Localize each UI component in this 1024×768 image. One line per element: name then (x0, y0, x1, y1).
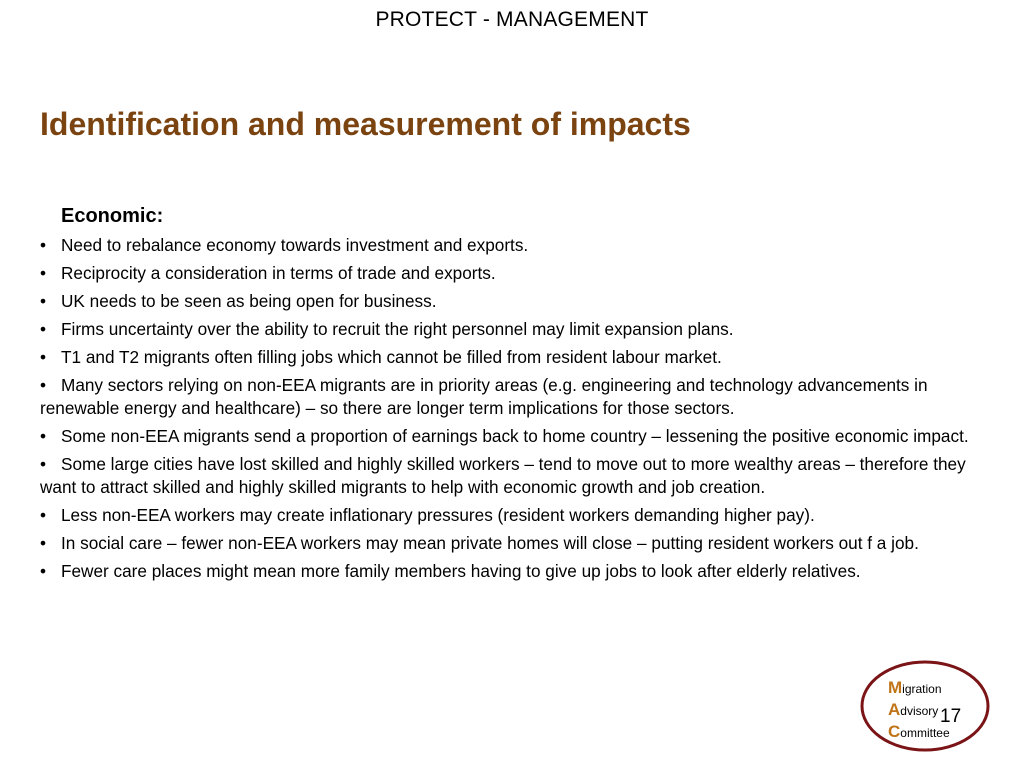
bullet-marker: • (40, 235, 47, 255)
bullet-item (40, 374, 990, 420)
bullet-text: Reciprocity a consideration in terms of trade and exports. (61, 263, 496, 283)
section-heading: Economic: (61, 205, 164, 227)
bullet-marker: • (40, 319, 47, 339)
bullet-item (40, 453, 990, 499)
bullet-marker: • (40, 561, 47, 581)
bullet-item (40, 425, 990, 448)
slide-title: Identification and measurement of impacts (40, 106, 691, 142)
logo-line-migration: Migration (888, 678, 942, 697)
bullet-item (40, 560, 990, 583)
bullet-marker: • (40, 454, 47, 474)
bullet-text: Less non-EEA workers may create inflationary pressures (resident workers demanding higher pay). (61, 505, 815, 525)
logo-line-advisory: Advisory (888, 700, 939, 719)
slide-content (40, 205, 990, 588)
mac-logo (858, 658, 992, 754)
bullet-text: T1 and T2 migrants often filling jobs which cannot be filled from resident labour market. (61, 347, 722, 367)
bullet-text: Firms uncertainty over the ability to recruit the right personnel may limit expansion plans. (61, 319, 734, 339)
logo-line-committee: Committee (888, 722, 950, 741)
bullet-item (40, 262, 990, 285)
bullet-item (40, 290, 990, 313)
bullet-marker: • (40, 263, 47, 283)
classification-header: PROTECT - MANAGEMENT (375, 8, 649, 31)
bullet-item (40, 234, 990, 257)
bullet-text: Need to rebalance economy towards investment and exports. (61, 235, 529, 255)
page-number: 17 (940, 706, 962, 727)
bullet-item (40, 532, 990, 555)
bullet-text: UK needs to be seen as being open for business. (61, 291, 437, 311)
bullet-marker: • (40, 505, 47, 525)
bullet-text: Some large cities have lost skilled and highly skilled workers – tend to move out to more wealthy areas – therefore they want to attract skilled and highly skilled migrants to help with economic growth and job creation. (40, 454, 966, 497)
bullet-item (40, 504, 990, 527)
bullet-marker: • (40, 291, 47, 311)
bullet-text: Many sectors relying on non-EEA migrants are in priority areas (e.g. engineering and technology advancements in renewable energy and healthcare) – so there are longer term implications for those sectors. (40, 375, 928, 418)
bullet-marker: • (40, 426, 47, 446)
bullet-item (40, 318, 990, 341)
bullet-item (40, 346, 990, 369)
bullet-text: Fewer care places might mean more family members having to give up jobs to look after elderly relatives. (61, 561, 861, 581)
bullet-marker: • (40, 375, 47, 395)
bullet-marker: • (40, 347, 47, 367)
bullet-text: In social care – fewer non-EEA workers may mean private homes will close – putting resident workers out f a job. (61, 533, 919, 553)
bullet-marker: • (40, 533, 47, 553)
bullet-text: Some non-EEA migrants send a proportion of earnings back to home country – lessening the positive economic impact. (61, 426, 969, 446)
